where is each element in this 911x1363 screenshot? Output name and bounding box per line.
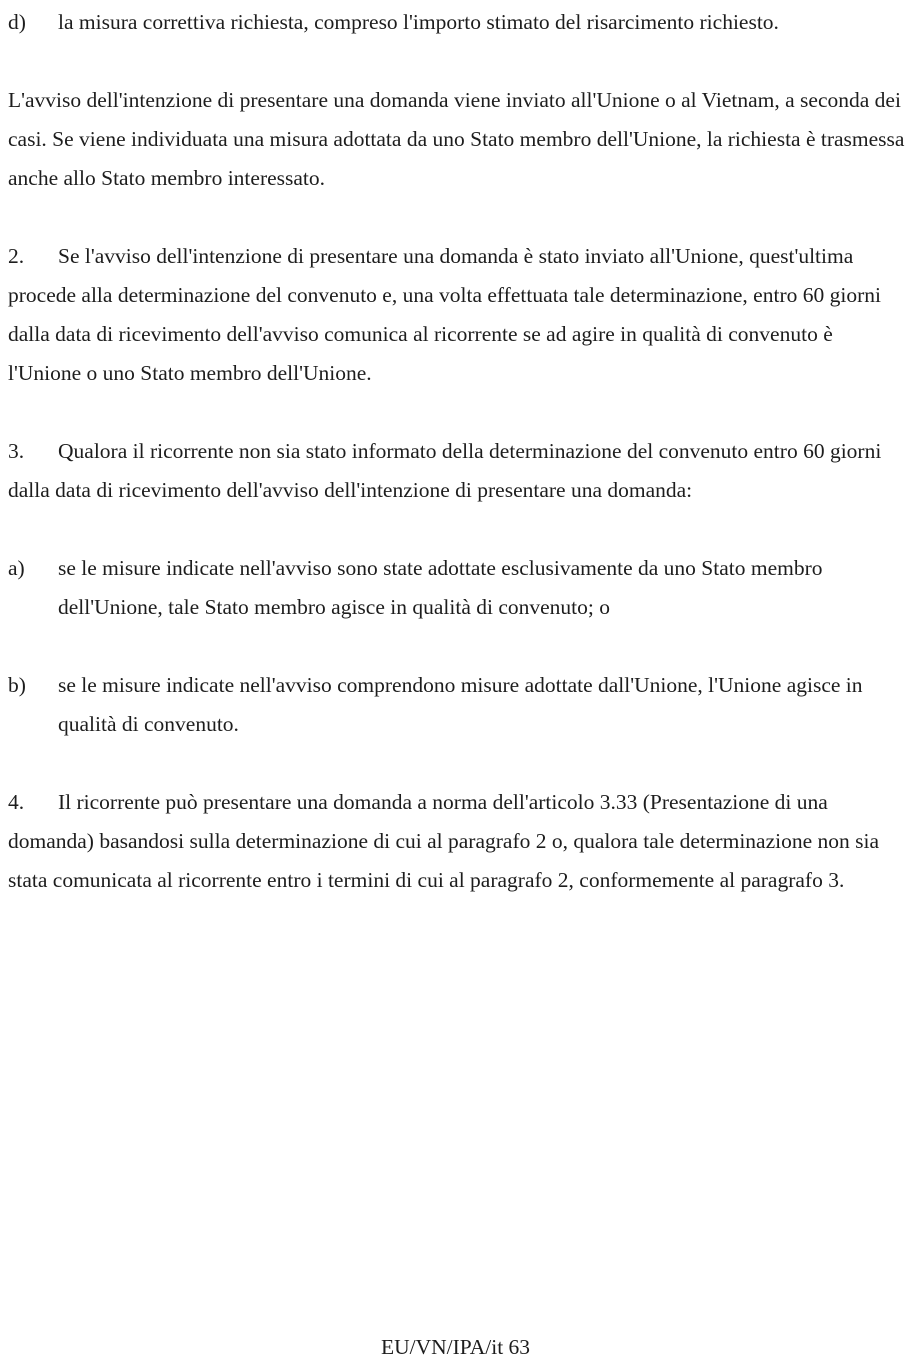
paragraph-3-text: Qualora il ricorrente non sia stato informato della determinazione del convenuto entro 60 giorni dalla data di ricevimento dell'avviso dell'intenzione di presentare una domanda: xyxy=(8,439,882,502)
paragraph-4-number: 4. xyxy=(8,790,25,814)
list-marker-b: b) xyxy=(8,673,26,697)
paragraph-notice: L'avviso dell'intenzione di presentare una domanda viene inviato all'Unione o al Vietnam, a seconda dei casi. Se viene individuata una misura adottata da uno Stato membro dell'Unione, la richiesta è trasmessa anche allo Stato membro interessato. xyxy=(8,88,905,190)
list-marker-a: a) xyxy=(8,556,25,580)
list-item-d-text: la misura correttiva richiesta, compreso l'importo stimato del risarcimento richiesto. xyxy=(58,10,779,34)
paragraph-3 xyxy=(8,432,905,510)
list-item-a-text: se le misure indicate nell'avviso sono state adottate esclusivamente da uno Stato membro dell'Unione, tale Stato membro agisce in qualità di convenuto; o xyxy=(58,556,823,619)
list-item-a xyxy=(8,549,905,627)
list-item-b xyxy=(8,666,905,744)
list-marker-d: d) xyxy=(8,10,26,34)
list-item-b-text: se le misure indicate nell'avviso comprendono misure adottate dall'Unione, l'Unione agisce in qualità di convenuto. xyxy=(58,673,863,736)
page-footer-marker: EU/VN/IPA/it 63 xyxy=(380,1335,531,1359)
paragraph-2 xyxy=(8,237,905,393)
paragraph-4 xyxy=(8,783,905,900)
list-item-d xyxy=(8,3,905,42)
paragraph-2-number: 2. xyxy=(8,244,25,268)
paragraph-3-number: 3. xyxy=(8,439,25,463)
paragraph-4-text: Il ricorrente può presentare una domanda a norma dell'articolo 3.33 (Presentazione di una domanda) basandosi sulla determinazione di cui al paragrafo 2 o, qualora tale determinazione non sia stata comunicata al ricorrente entro i termini di cui al paragrafo 2, conformemente al paragrafo 3. xyxy=(8,790,880,892)
paragraph-2-text: Se l'avviso dell'intenzione di presentare una domanda è stato inviato all'Unione, quest'ultima procede alla determinazione del convenuto e, una volta effettuata tale determinazione, entro 60 giorni dalla data di ricevimento dell'avviso comunica al ricorrente se ad agire in qualità di convenuto è l'Unione o uno Stato membro dell'Unione. xyxy=(8,244,881,385)
